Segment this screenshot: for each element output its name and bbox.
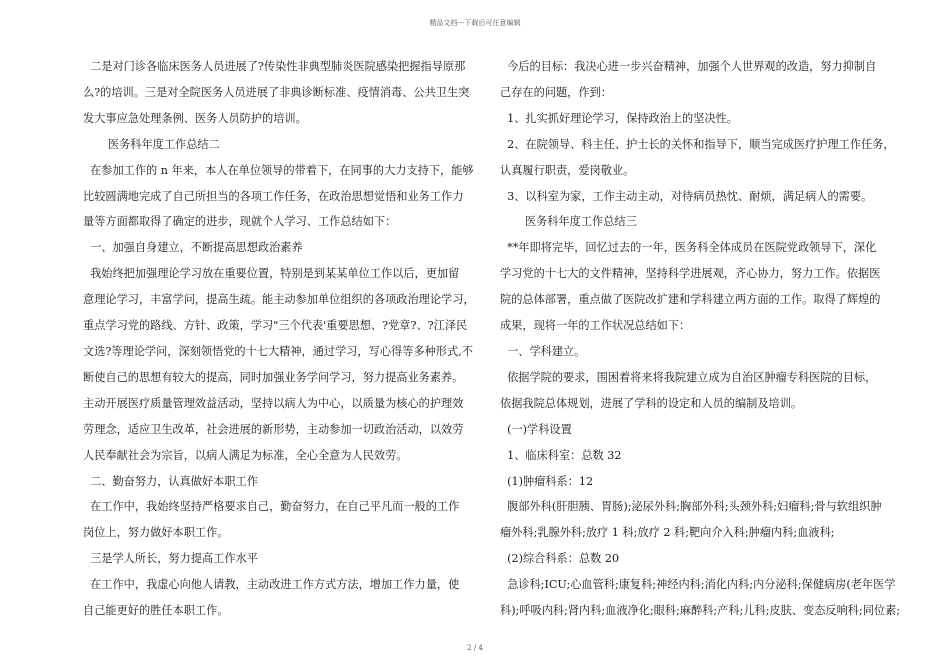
page-number: 2 / 4 — [467, 644, 483, 652]
text-line: 认真履行职责，爱岗敬业。 — [500, 163, 635, 177]
text-line: (2)综合科系：总数 20 — [500, 552, 620, 566]
text-line: 学习党的十七大的文件精神，坚持科学进展观，齐心协力，努力工作。依据医 — [500, 267, 881, 281]
text-line: 三是学人所长，努力提高工作水平 — [83, 552, 258, 566]
text-line: **年即将完毕，回忆过去的一年，医务科全体成员在医院党政领导下，深化 — [500, 241, 877, 255]
text-line: 一、学科建立。 — [500, 344, 586, 358]
text-line: 在工作中，我始终坚持严格要求自己，勤奋努力，在自己平凡而一般的工作 — [83, 500, 460, 514]
text-line: 3、以科室为家，工作主动主动，对待病员热忱、耐烦，满足病人的需要。 — [500, 189, 873, 203]
text-line: 院的总体部署，重点做了医院改扩建和学科建立两方面的工作。取得了辉煌的 — [500, 293, 881, 307]
right-text-column — [500, 54, 901, 624]
text-line: 意理论学习，丰富学问，提高生疏。能主动参加单位组织的各项政治理论学习， — [83, 293, 475, 307]
text-line: (一)学科设置 — [500, 422, 572, 436]
text-line: (1)肿瘤科系：12 — [500, 474, 594, 488]
text-line: 在工作中，我虚心向他人请教，主动改进工作方式方法，增加工作力量，使 — [83, 578, 460, 592]
text-line: 医务科年度工作总结二 — [83, 137, 220, 151]
text-line: 么?的培训。三是对全院医务人员进展了非典诊断标准、疫情消毒、公共卫生突 — [83, 85, 470, 99]
text-line: 断使自己的思想有较大的提高，同时加强业务学问学习，努力提高业务素养。 — [83, 370, 464, 384]
text-line: 科);呼吸内科;肾内科;血液净化;眼科;麻醉科;产科;儿科;皮肤、变态反响科;同位素; — [500, 604, 901, 618]
text-line: 文选?等理论学问，深刻领悟党的十七大精神，通过学习，写心得等多种形式,不 — [83, 344, 473, 358]
text-line: 今后的目标：我决心进一步兴奋精神，加强个人世界观的改造，努力抑制自 — [500, 60, 877, 73]
page-header: 精品文档---下载后可任意编辑 — [429, 19, 521, 27]
text-line: 比较圆满地完成了自己所担当的各项工作任务，在政治思想觉悟和业务工作力 — [83, 189, 464, 203]
text-line: 瘤外科;乳腺外科;放疗 1 科;放疗 2 科;靶向介入科;肿瘤内科;血液科; — [500, 526, 835, 540]
text-line: 发大事应急处理条例、医务人员防护的培训。 — [83, 111, 307, 125]
text-line: 人民奉献社会为宗旨，以病人满足为标准，全心全意为人民效劳。 — [83, 448, 408, 462]
text-line: 己存在的问题，作到： — [500, 85, 612, 99]
text-line: 我始终把加强理论学习放在重要位置，特别是到某某单位工作以后，更加留 — [83, 267, 460, 281]
text-line: 一、加强自身建立，不断提高思想政治素养 — [83, 241, 303, 255]
text-line: 依据学院的要求，围困着将来将我院建立成为自治区肿瘤专科医院的目标， — [500, 370, 877, 384]
text-line: 二是对门诊各临床医务人员进展了?传染性非典型肺炎医院感染把握指导原那 — [83, 60, 466, 73]
text-line: 量等方面都取得了确定的进步，现就个人学习、工作总结如下： — [83, 215, 397, 229]
text-line: 重点学习党的路线、方针、政策，学习"三个代表'重要思想、?党章?、?江泽民 — [83, 319, 468, 333]
text-line: 自己能更好的胜任本职工作。 — [83, 604, 229, 618]
text-line: 腹部外科(肝胆胰、胃肠);泌尿外科;胸部外科;头颈外科;妇瘤科;骨与软组织肿 — [500, 500, 882, 514]
text-line: 主动开展医疗质量管理效益活动，坚持以病人为中心，以质量为核心的护理效 — [83, 396, 464, 410]
text-line: 1、临床科室：总数 32 — [500, 448, 622, 462]
text-line: 二、勤奋努力，认真做好本职工作 — [83, 474, 258, 488]
text-line: 1、扎实抓好理论学习，保持政治上的坚决性。 — [500, 111, 738, 125]
text-line: 急诊科;ICU;心血管科;康复科;神经内科;消化内科;内分泌科;保健病房(老年医学 — [500, 578, 896, 592]
text-line: 在参加工作的 n 年来，本人在单位领导的带着下，在同事的大力支持下，能够 — [83, 163, 474, 177]
text-line: 成果，现将一年的工作状况总结如下： — [500, 319, 691, 333]
left-text-column — [83, 54, 475, 624]
text-line: 2、在院领导、科主任、护士长的关怀和指导下，顺当完成医疗护理工作任务， — [500, 137, 895, 151]
text-line: 劳理念，适应卫生改革，社会进展的新形势，主动参加一切政治活动，以效劳 — [83, 422, 464, 436]
text-line: 依据我院总体规划，进展了学科的设定和人员的编制及培训。 — [500, 396, 803, 410]
text-line: 医务科年度工作总结三 — [500, 215, 637, 229]
text-line: 岗位上，努力做好本职工作。 — [83, 526, 229, 540]
